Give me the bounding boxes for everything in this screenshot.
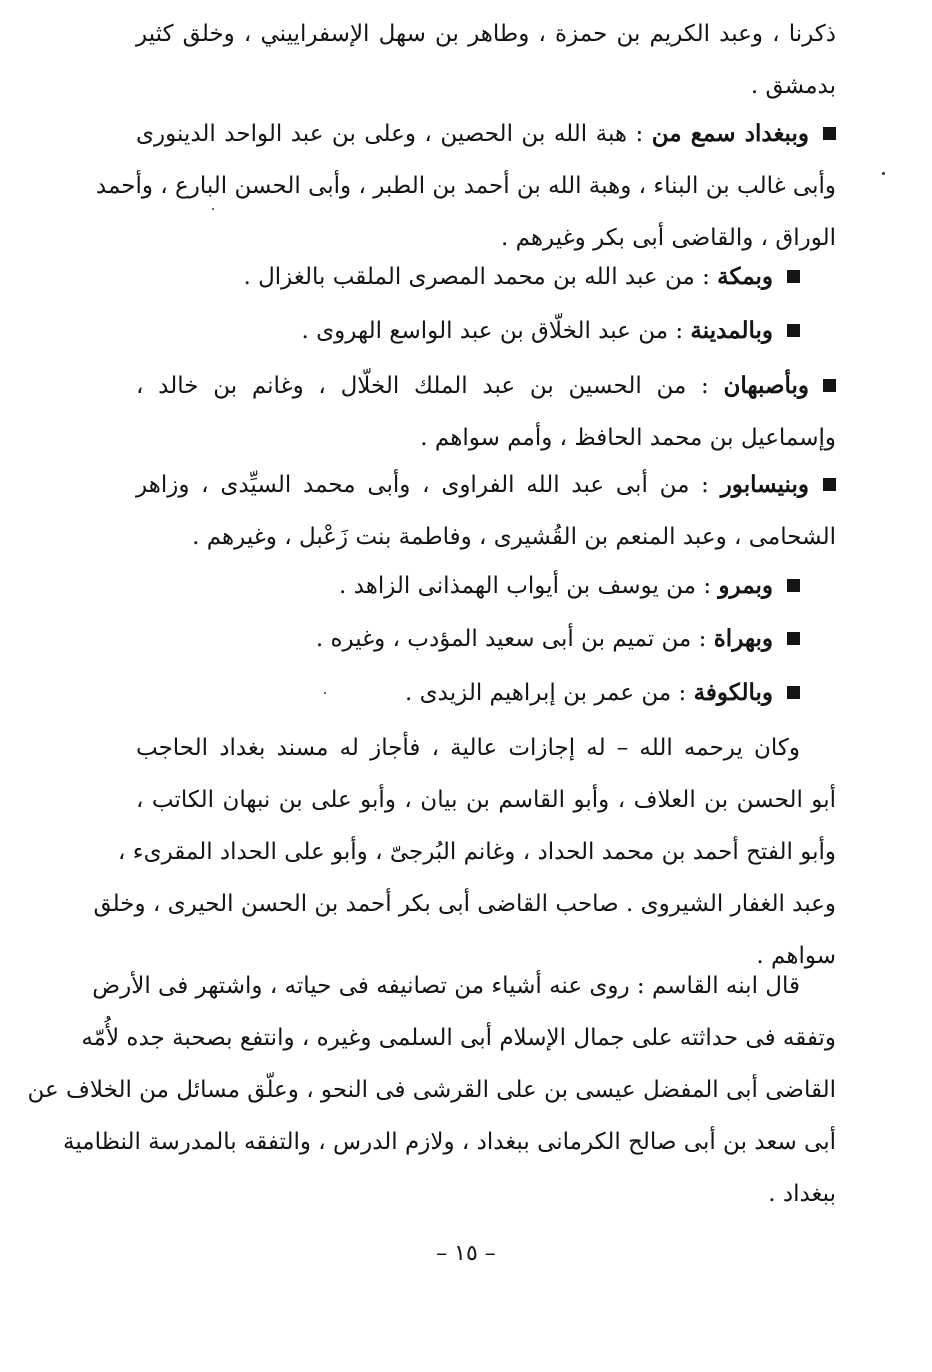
place-heading: وبالمدينة [690,317,773,344]
text-fragment: : من عبد الله بن محمد المصرى الملقب بالغزال . [243,264,710,290]
text-line [136,459,836,511]
text-fragment: : من يوسف بن أيواب الهمذانى الزاهد . [339,573,712,599]
square-bullet-icon [787,270,800,283]
square-bullet-icon [787,324,800,337]
text-line [136,305,836,357]
text-line [136,251,836,303]
text-line: وكان يرحمه الله – له إجازات عالية ، فأجاز له مسند بغداد الحاجب [136,735,800,761]
text-line: الوراق ، والقاضى أبى بكر وغيرهم . [500,225,836,251]
text-line: الشحامى ، وعبد المنعم بن القُشيرى ، وفاطمة بنت زَعْبل ، وغيرهم . [192,524,836,550]
paragraph-herat [136,613,836,665]
page-number: – ١٥ – [436,1241,496,1266]
paragraph-marw [136,560,836,612]
text-line: قال ابنه القاسم : روى عنه أشياء من تصانيفه فى حياته ، واشتهر فى الأرض [92,973,800,999]
place-heading: وبمكة [717,263,773,290]
text-line: وعبد الغفار الشيروى . صاحب القاضى أبى بكر أحمد بن الحسن الحيرى ، وخلق [93,891,836,917]
text-line: وأبو الفتح أحمد بن محمد الحداد ، وغانم البُرجىّ ، وأبو على الحداد المقرىء ، [118,839,836,865]
square-bullet-icon [787,579,800,592]
paragraph-qasim [27,960,836,1220]
place-heading: وبالكوفة [693,679,773,706]
paragraph-ijazat [93,722,836,982]
text-line: ذكرنا ، وعبد الكريم بن حمزة ، وطاهر بن سهل الإسفراييني ، وخلق كثير [136,21,836,47]
text-line: أبو الحسن بن العلاف ، وأبو القاسم بن بيان ، وأبو على بن نبهان الكاتب ، [136,787,836,813]
text-line: سواهم . [756,943,836,969]
text-line: وتفقه فى حداثته على جمال الإسلام أبى السلمى وغيره ، وانتفع بصحبة جده لأُمّه [81,1025,836,1051]
text-line: وأبى غالب بن البناء ، وهبة الله بن أحمد بن الطبر ، وأبى الحسن البارع ، وأحمد [95,173,836,199]
text-line [136,613,836,665]
text-fragment: : من عمر بن إبراهيم الزيدى . [405,680,687,706]
scan-speck [882,172,885,175]
text-line: وإسماعيل بن محمد الحافظ ، وأمم سواهم . [420,425,836,451]
text-fragment: : من تميم بن أبى سعيد المؤدب ، وغيره . [315,626,707,652]
paragraph-isfahan [136,360,836,464]
place-heading: وبنيسابور [720,471,810,498]
square-bullet-icon [823,127,836,140]
place-heading: وبأصبهان [723,372,809,399]
paragraph-nishapur [136,459,836,563]
place-heading: وببغداد سمع من [651,120,810,147]
paragraph-kufa [136,667,836,719]
text-line [136,667,836,719]
square-bullet-icon [823,379,836,392]
place-heading: وبمرو [718,572,773,599]
paragraph-madinah [136,305,836,357]
place-heading: وبهراة [713,625,773,652]
paragraph-baghdad [95,108,836,264]
square-bullet-icon [823,478,836,491]
scan-speck [212,208,214,210]
paragraph-makkah [136,251,836,303]
text-line [136,360,836,412]
text-fragment: : من أبى عبد الله الفراوى ، وأبى محمد السيِّدى ، وزاهر [136,472,709,498]
text-fragment: : من الحسين بن عبد الملك الخلّال ، وغانم بن خالد ، [136,373,709,399]
text-fragment: : من عبد الخلّاق بن عبد الواسع الهروى . [301,318,684,344]
text-line: بدمشق . [750,73,836,99]
text-line [136,560,836,612]
square-bullet-icon [787,686,800,699]
square-bullet-icon [787,632,800,645]
scan-speck [324,692,326,694]
text-fragment: : هبة الله بن الحصين ، وعلى بن عبد الواحد الدينورى [136,121,644,147]
text-line [136,108,836,160]
text-line: القاضى أبى المفضل عيسى بن على القرشى فى النحو ، وعلّق مسائل من الخلاف عن [27,1077,836,1103]
text-line: ببغداد . [768,1181,836,1207]
paragraph-continuation [136,8,836,112]
text-line: أبى سعد بن أبى صالح الكرمانى ببغداد ، ولازم الدرس ، والتفقه بالمدرسة النظامية [63,1129,836,1155]
